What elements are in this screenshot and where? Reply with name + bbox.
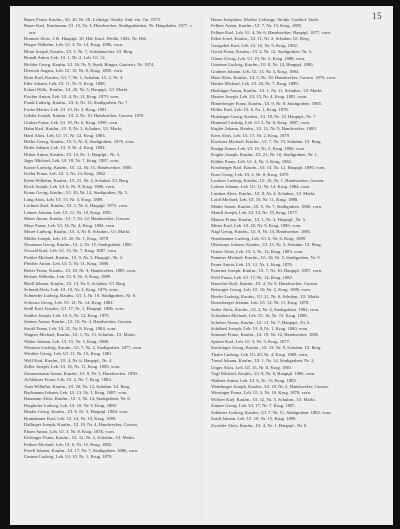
directory-entry: Wimmer Ludwig, Kaufm., Ul. 7, Nr. 2, Stadtgraben. 1877, vorn. [24,344,143,350]
directory-entry: Schmid Alois, Leb. Ul. 19, Nr. 2, Krug. 1876, vorn. [24,287,119,293]
directory-entry: Kern Alois, Leb. Ul. 17, Nr. 2, Krug. 1879. [211,132,291,138]
directory-entry: Stockinger Georg, Kaufm., Ul. 13, Nr. 9, Schuhm. Ul. Berg. [211,345,322,351]
directory-entry: Rosenberger Johann, Leb. Ul. 14, Nr. 11, Krug. 1879. [211,300,310,306]
directory-entry: Kaiser Ludwig, Kaufm., Ul. 12, Nr. 11, Handwerker. 1880. [24,164,133,170]
directory-entry: Zeller Joseph, Leb. Ul. 16, Nr. 11, Krug. 1885, vorn. [24,364,121,370]
directory-entry: Reisinger Georg, Leb. Ul. 10, Nr. 2, Krug. 1886, vorn. [211,287,311,293]
directory-entry: Moser Ludwig, Kaufm., Ul. 4, Nr. 8, Schuhm., Ul. Markt. [24,229,131,235]
directory-entry: Riedl Johann, Kaufm., Ul. 14, Nr. 6, Schuhm. Ul. Berg. [24,280,127,286]
directory-entry: Koch Joseph, Leb. Ul. 6, Nr. 9, Krug. 1886, vorn. [24,184,116,190]
directory-entry: Ebner Anton, Leb. Ul. 3, Nr. 8, Krug. 1876, vorn. [24,428,115,434]
directory-entry: Haider Michael, Leb. Ul. 20, Nr. 7, Krug. 1889. [211,81,299,87]
directory-entry: Leitner Johann, Leb. Ul. 11, Nr. 14, Krug. 1884, vorn. [211,184,311,190]
directory-entry: Maurer Franz, Kaufm., Ul. 1, Nr. 2, Hauptpl., Nr. 5. [211,216,307,222]
directory-entry: Schachner Michael, Leb. Ul. 16, Nr. 15, Krug. 1888. [211,313,308,319]
directory-entry: Kapfer Johann, Kaufm., Ul. 12, Nr. 9, Handwerker. 1883. [211,126,317,132]
directory-entry: Keller Franz, Leb. Ul. 3, Nr. 13, Krug. 1882. [24,171,107,177]
directory-entry: Schwarz Georg, Leb. Ul. 12, Nr. 14, Krug. 1882. [24,299,114,305]
directory-entry: Reiter Franz, Kaufm., Ul. 18, Nr. 3, Handwerker. 1885, vorn. [24,267,137,273]
directory-entry: Kurz Georg, Leb. Ul. 2, Nr. 8, Krug. 1875. [211,171,290,177]
directory-entry: Zoidl Johann, Leb. Ul. 10, Nr. 15, Krug. 1890. [211,416,297,422]
directory-entry: Lackner Ludwig, Kaufm., Ul. 16, Nr. 1, Handwerker, Gassen. [211,177,325,183]
directory-entry: Pfeiffer Anton, Leb. Ul. 5, Nr. 11, Krug. 1880. [24,261,110,267]
directory-entry: Thaler Ludwig, Leb. Ul. 20, Nr. 4, Krug. 1889, vorn. [211,351,309,357]
directory-entry: Binder Georg, Kaufm., Ul. 8, Nr. 5, Hauptpl. 1884, vorn. [24,409,129,415]
directory-entry: Stadler Joseph, Leb. Ul. 6, Nr. 12, Krug. 1879. [24,312,110,318]
directory-entry: Brunnbauer Karl, Leb. Ul. 14, Nr. 10, Krug. 1889. [24,415,117,421]
directory-entry: Pichler Michael, Kaufm., Ul. 9, Nr. 5, Hauptpl., Nr. 2. [24,254,124,260]
directory-entry: Hauser Joseph, Leb. Ul. 15, Nr. 4, Krug. 1881, vorn. [211,94,308,100]
left-column [24,17,192,461]
directory-entry: Bauer Karl, Kaufmann, Ul. 15, Nr. 3, Handwerker, Stadtgrabenkat, Nr. Hauptbahn. 1877, vorn. [24,23,192,35]
directory-entry: Heller Georg, Kaufm., Ul. 5, Nr. 8, Stadtgraben. 1876, vorn. [24,138,135,144]
directory-entry: Köhler Franz, Leb. Ul. 4, Nr. 3, Krug. 1882. [211,158,293,164]
directory-entry: Sailer Alois, Kaufm., Ul. 2, Nr. 4, Stadtgraben. 1884, vorn. [211,306,320,312]
directory-entry: Kirchner Michael, Kaufm., Ul. 7, Nr. 15, Schuhm. Ul. Berg. [211,139,322,145]
directory-entry: Kogler Joseph, Kaufm., Ul. 21, Nr. 10, Stadtgraben, Nr. 1. [211,152,319,158]
directory-entry: Wallner Anton, Leb. Ul. 6, Nr. 13, Krug. 1883. [211,377,297,383]
directory-entry: Neumann Georg, Kaufm., Ul. 2, Nr. 15, Stadtgraben. 1883. [24,241,133,247]
directory-entry: Hofer Johann, Leb. Ul. 9, Nr. 4, Krug. 1884. [24,145,106,151]
directory-entry: Vogl Michael, Kaufm., Ul. 9, Nr. 6, Hauptpl. 1886, vorn. [211,371,316,377]
directory-entry: Frank Ludwig, Kaufm., Ul. 6, Nr. 15, Stadtgraben, Nr. 7. [24,100,129,106]
directory-entry: Wagner Michael, Kaufm., Ul. 1, Nr. 13, Schuhm., Ul. Markt. [24,332,136,338]
directory-entry: Gmeiner Ludwig, Kaufm., Ul. 8, Nr. 14, Hauptpl. 1880. [211,62,314,68]
directory-entry: Hinterberger Franz, Kaufm., Ul. 9, Nr. 8, Stadtgraben. 1885. [211,100,323,106]
directory-entry: Hartl Alois, Leb. Ul. 17, Nr. 12, Krug. 1883. [24,132,106,138]
directory-entry: Gruber Franz, Leb. Ul. 19, Nr. 6, Krug. 1890, vorn. [24,119,119,125]
directory-entry: Berger Wilhelm, Leb. Ul. 3, Nr. 14, Krug. 1886, vorn. [24,42,124,48]
directory-entry: Pointner Joseph, Kaufm., Ul. 7, Nr. 10, Hauptpl. 1887, vorn. [211,268,323,274]
directory-entry: Hahn Karl, Kaufm., Ul. 8, Nr. 3, Schuhm., Ul. Markt. [24,126,123,132]
directory-entry: Zehetner Ludwig, Kaufm., Ul. 7, Nr. 11, Stadtgraben. 1882, vorn. [211,409,332,415]
directory-entry: Eichinger Franz, Kaufm., Ul. 12, Nr. 2, Schuhm., Ul. Markt. [24,435,135,441]
directory-entry: Mayr Franz, Leb. Ul. 16, Nr. 4, Krug. 1884, vorn. [24,222,116,228]
directory-entry: Richter Wilhelm, Leb. Ul. 8, Nr. 9, Krug. 1889. [24,274,112,280]
directory-entry: Berghofer Ludwig, Leb. Ul. 18, Nr. 9, Krug. 1880. [24,402,118,408]
directory-entry: Fellner Karl, Leb. Ul. 4, Nr. 6, Handwerker, Hauptpl. 1877, vorn. [211,29,331,35]
directory-entry: Kronberger Karl, Kaufm., Ul. 14, Nr. 12, Hauptpl. 1890, vorn. [211,165,326,171]
right-column [211,17,379,429]
directory-entry: Knapp Anton, Leb. Ul. 10, Nr. 5, Krug. 1886, vorn. [211,145,306,151]
directory-entry: Rauscher Karl, Kaufm., Ul. 4, Nr. 8, Handwerker, Gassen. [211,280,319,286]
directory-entry: Fellner Michael, Leb. Ul. 6, Nr. 15, Krug. 1882. [24,441,113,447]
directory-entry: Treml Johann, Kaufm., Ul. 1, Nr. 14, Stadtgraben, Nr. 2. [211,358,315,364]
directory-entry: Mandl Joseph, Leb. Ul. 13, Nr. 15, Krug. 1877. [211,210,299,216]
directory-entry: Gastgeber Karl, Leb. Ul. 16, Nr. 9, Krug. 1882. [211,42,299,48]
directory-entry: Bauer Franz, Kaufm., Kl. 20, Nr. 18, Leibzige. Straße, Süd. ein. Ort. 1875. [24,17,162,22]
directory-entry: Steiner Anton, Kaufm., Ul. 10, Nr. 4, Handwerker, Gassen. [24,319,133,325]
directory-entry: Lang Alois, Leb. Ul. 15, Nr. 3, Krug. 1889. [24,196,104,202]
directory-entry: Fischer Anton, Leb. Ul. 4, Nr. 11, Krug. 1879, vorn. [24,93,120,99]
directory-entry: Eckert Wilh., Kaufm., Ul. 20, Nr. 5, Hauptpl., Ul. Markt. [24,87,129,93]
directory-entry: Mitter Karl, Leb. Ul. 20, Nr. 9, Krug. 1885, vorn. [211,223,302,228]
directory-entry: Haslinger Anton, Kaufm., Ul. 1, Nr. 11, Schuhm., Ul. Markt. [211,87,323,93]
directory-entry: Wöhrer Karl, Kaufm., Ul. 12, Nr. 5, Schuhm., Ul. Markt. [211,396,316,402]
directory-entry: Glaser Georg, Leb. Ul. 19, Nr. 5, Krug. 1888, vorn. [211,55,306,61]
directory-entry: Kraus Georg, Kaufm., Ul. 10, Nr. 14, Stadtgraben, Nr. 5. [24,190,129,196]
directory-entry: Holzinger Georg, Kaufm., Ul. 18, Nr. 13, Hauptpl., Nr. 7. [211,113,317,119]
directory-entry: Pröll Franz, Leb. Ul. 17, Nr. 14, Krug. 1882. [211,274,293,280]
directory-entry: Mader Anton, Kaufm., Ul. 5, Nr. 7, Stadtgraben. 1880, vorn. [211,203,323,209]
directory-entry: Wolf Karl, Kaufm., Ul. 4, Nr. 6, Hauptpl., Nr. 4. [24,357,113,363]
directory-entry: Auer Wilhelm, Kaufm., Ul. 20, Nr. 12, Schuhm. Ul. Berg. [24,383,131,389]
directory-entry: Höller Karl, Leb. Ul. 6, Nr. 1, Krug. 1878. [211,107,289,113]
directory-entry: Dorn Karl, Kaufm., Ul. 7, Nr. 1, Schuhm. Ul. 2, Nr. 4. [24,74,124,80]
directory-entry: Gabler Joseph, Kaufm., Ul. 2, Nr. 10, Handwerker, Gassen. 1878. [24,113,145,119]
directory-entry: Dietrich August, Leb. Ul. 10, Nr. 8, Krug. 1885, vorn. [24,68,124,74]
directory-entry: Nagl Georg, Kaufm., Ul. 9, Nr. 13, Handwerker. 1881. [211,229,312,235]
directory-entry: Jäger Michael, Leb. Ul. 18, Nr. 7, Krug. 1887, vorn. [24,158,120,164]
directory-entry: Lehner Johann, Leb. Ul. 11, Nr. 10, Krug. 1881. [24,209,113,215]
directory-entry: Weber Johann, Leb. Ul. 15, Nr. 5, Krug. 1888. [24,338,110,344]
directory-entry: Fuchs Martin, Leb. Ul. 13, Nr. 2, Krug. 1881. [24,106,108,112]
directory-entry: Schöberl Joseph, Leb. Ul. 8, Nr. 1, Krug. 1880, vorn. [211,326,309,331]
directory-entry: Winkler Georg, Leb. Ul. 11, Nr. 15, Krug. 1881. [24,351,113,357]
directory-entry: Müller Joseph, Leb. Ul. 20, Nr. 1, Krug. 1878. [24,235,110,241]
directory-entry: Dallinger Joseph, Kaufm., Ul. 19, Nr. 4, Handwerker, Gassen. [24,422,138,428]
directory-entry: Seidl Karl, Kaufm., Ul. 17, Nr. 1, Hauptpl. 1886, vorn. [24,306,125,312]
directory-entry: Eder Johann, Leb. Ul. 11, Nr. 9, Krug. 1888. [24,81,106,87]
directory-entry: Bichler Georg, Kaufm. Ul. 16, Nr. 9, Stadt, Bürger, Gastwirt, Nr. 1874. [24,61,155,67]
directory-entry: Maier Anton, Kaufm., Ul. 7, Nr. 12, Handwerker, Gassen. [24,216,131,222]
directory-page [10,6,393,525]
directory-entry: Loidl Michael, Leb. Ul. 19, Nr. 11, Krug. 1888. [211,197,299,203]
directory-entry: Unger Alois, Leb. Ul. 15, Nr. 8, Krug. 1881. [211,364,293,370]
directory-entry: Ortner Alois, Leb. Ul. 3, Nr. 12, Krug. 1883, vorn. [211,248,304,254]
directory-entry: Sommer Franz, Kaufm., Ul. 19, Nr. 12, Handwerker. 1885. [211,332,320,338]
directory-entry: Fellner Anton, Kaufm., Ul. 7, Nr. 13, Krug. 1885. [211,23,303,29]
directory-entry: Oswald Karl, Leb. Ul. 13, Nr. 7, Krug. 1887, vorn. [24,248,118,254]
directory-entry: Pauer Anton, Leb. Ul. 12, Nr. 1, Krug. 1876. [211,261,293,267]
page-number: 15 [372,11,382,21]
directory-entry: Hummel Ludwig, Leb. Ul. 3, Nr. 6, Krug. 1887, vorn. [211,120,311,125]
directory-entry: Pammer Michael, Kaufm., Ul. 18, Nr. 5, Stadtgraben, Nr. 9. [211,255,321,261]
directory-entry: Gerstl Franz, Kaufm., Ul. 2, Nr. 12, Stadtgraben, Nr. 3. [211,49,313,55]
directory-entry: Baumann Alois, Kaufm., Ul. 5, Nr. 14, Stadtgraben, Nr. 6. [24,396,131,402]
directory-entry: Zimmermann Anton, Kaufm., Ul. 9, Nr. 3, Handwerker. 1890. [24,370,138,376]
directory-entry: Blum Joseph, Kaufm., Ul. 3. Nr. 7, Schuhmacher, Ul. Berg. [24,48,134,54]
directory-entry: Lindner Alois, Kaufm., Ul. 8, Nr. 4, Schuhm., Ul. Markt. [211,190,316,196]
directory-entry: Hauer Josephine, Modist. Leibzige. Straße, Gasthof. Stadt. [211,17,319,22]
directory-entry: Wiesinger Franz, Leb. Ul. 3, Nr. 10, Krug. 1878, vorn. [211,390,312,396]
directory-entry: Schober Anton, Kaufm., Ul. 11, Nr. 7, Hauptpl., Nr. 6. [211,319,311,325]
directory-entry: Haas Alois, Kaufm., Ul. 5, Nr. 10, Handwerker, Gassen. 1876, vorn. [211,74,337,80]
directory-entry: Grabner Johann, Leb. Ul. 13, Nr. 3, Krug. 1884. [211,68,300,74]
directory-entry: Weinberger Joseph, Kaufm., Ul. 18, Nr. 2, Handwerker, Gassen. [211,383,329,389]
directory-entry: Klein Wilhelm, Kaufm., Ul. 21, Nr. 2, Schuhm. Ul. Berg. [24,177,130,183]
column-divider [201,18,202,518]
directory-entry: Bachmann Johann, Leb. Ul. 13, Nr. 1, Krug. 1887, vorn. [24,390,128,396]
directory-entry: Achleitner Franz, Leb. Ul. 2, Nr. 7, Krug. 1883. [24,377,112,383]
directory-entry: Friedl Johann, Kaufm., Ul. 17, Nr. 7, Stadtgraben. 1886, vorn. [24,447,139,453]
directory-entry: Brunner Alois, 1 St. Hauptpl. 10, Hdt. Kauf. Wedtk. 1882, Nr. Hdt. [24,35,147,41]
directory-entry: Brandl Anton, Leb. Ul. 1, Nr. 2, Leb. Ul. 12. [24,55,106,61]
directory-entry: Lechner Karl, Kaufm., Ul. 1, Nr. 6, Hauptpl. 1875, vorn. [24,203,128,209]
directory-entry: Zwettler Alois, Kaufm., Ul. 4, Nr. 1, Hauptpl., Nr. 8. [211,422,308,428]
directory-entry: Spitzer Karl, Leb. Ul. 5, Nr. 3, Krug. 1877. [211,338,291,344]
directory-entry: Obermayr Johann, Kaufm., Ul. 15, Nr. 3, Schuhm. Ul. Berg. [211,242,322,248]
directory-entry: Faber Josef, Kaufm., Ul. 11, Nr. 2, Schuhm. Ul. Berg. [211,36,310,42]
directory-entry: Gartner Ludwig, Leb. Ul. 10, Nr. 1, Krug. 1879. [24,454,113,460]
directory-entry: Rieder Ludwig, Kaufm., Ul. 21, Nr. 6, Schuhm., Ul. Markt. [211,293,321,299]
directory-entry: Schneider Ludwig, Kaufm., Ul. 3, Nr. 10, Stadtgraben, Nr. 8. [24,293,137,299]
directory-entry: Huber Anton, Kaufm., Ul. 14, Nr. 1, Hauptpl., Nr. 3. [24,151,121,157]
directory-entry: Strobl Franz, Leb. Ul. 21, Nr. 8, Krug. 1884, vorn. [24,325,117,331]
directory-entry: Nussbaumer Ludwig, Leb. Ul. 6, Nr. 6, Krug. 1889. [211,235,307,241]
directory-entry: Zauner Georg, Leb. Ul. 17, Nr. 7, Krug. 1887. [211,403,296,409]
